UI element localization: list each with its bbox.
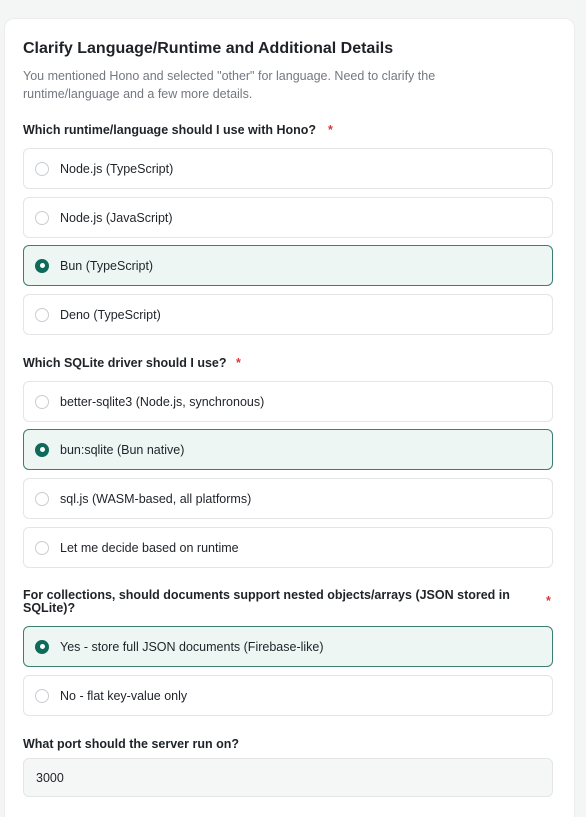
option-decide-by-runtime[interactable] (23, 527, 553, 568)
option-label: Yes - store full JSON documents (Firebase-like) (60, 639, 324, 654)
option-full-json[interactable] (23, 626, 553, 667)
option-nodejs-javascript[interactable] (23, 197, 553, 238)
option-sql-js[interactable] (23, 478, 553, 519)
form-title: Clarify Language/Runtime and Additional Details (23, 40, 394, 57)
question-sqlite-driver-label: Which SQLite driver should I use? (23, 356, 227, 370)
required-marker: * (236, 356, 241, 370)
option-bun-sqlite[interactable] (23, 429, 553, 470)
question-runtime-label: Which runtime/language should I use with Hono? (23, 123, 317, 137)
option-nodejs-typescript[interactable] (23, 148, 553, 189)
option-label: Node.js (JavaScript) (60, 210, 173, 225)
option-bun-typescript[interactable] (23, 245, 553, 286)
option-flat-key-value[interactable] (23, 675, 553, 716)
radio-icon[interactable] (35, 211, 49, 225)
option-label: Let me decide based on runtime (60, 540, 239, 555)
question-port-label: What port should the server run on? (23, 737, 239, 751)
radio-icon[interactable] (35, 162, 49, 176)
option-better-sqlite3[interactable] (23, 381, 553, 422)
radio-icon[interactable] (35, 308, 49, 322)
option-label: bun:sqlite (Bun native) (60, 442, 185, 457)
option-label: Bun (TypeScript) (60, 258, 154, 273)
option-label: Node.js (TypeScript) (60, 161, 174, 176)
radio-icon[interactable] (35, 689, 49, 703)
question-nested-json-label: For collections, should documents support nested objects/arrays (JSON stored in SQLite)? (23, 588, 510, 615)
required-marker: * (328, 123, 333, 137)
option-label: No - flat key-value only (60, 688, 188, 703)
radio-icon[interactable] (35, 395, 49, 409)
form-description: You mentioned Hono and selected "other" for language. Need to clarify the runtime/language and a few more details. (23, 69, 436, 101)
radio-icon[interactable] (35, 541, 49, 555)
radio-selected-icon[interactable] (35, 443, 49, 457)
radio-selected-icon[interactable] (35, 640, 49, 654)
radio-icon[interactable] (35, 492, 49, 506)
option-label: better-sqlite3 (Node.js, synchronous) (60, 394, 265, 409)
required-marker: * (546, 594, 551, 608)
option-label: Deno (TypeScript) (60, 307, 161, 322)
option-deno-typescript[interactable] (23, 294, 553, 335)
radio-selected-icon[interactable] (35, 259, 49, 273)
port-input[interactable] (23, 758, 553, 797)
option-label: sql.js (WASM-based, all platforms) (60, 491, 252, 506)
